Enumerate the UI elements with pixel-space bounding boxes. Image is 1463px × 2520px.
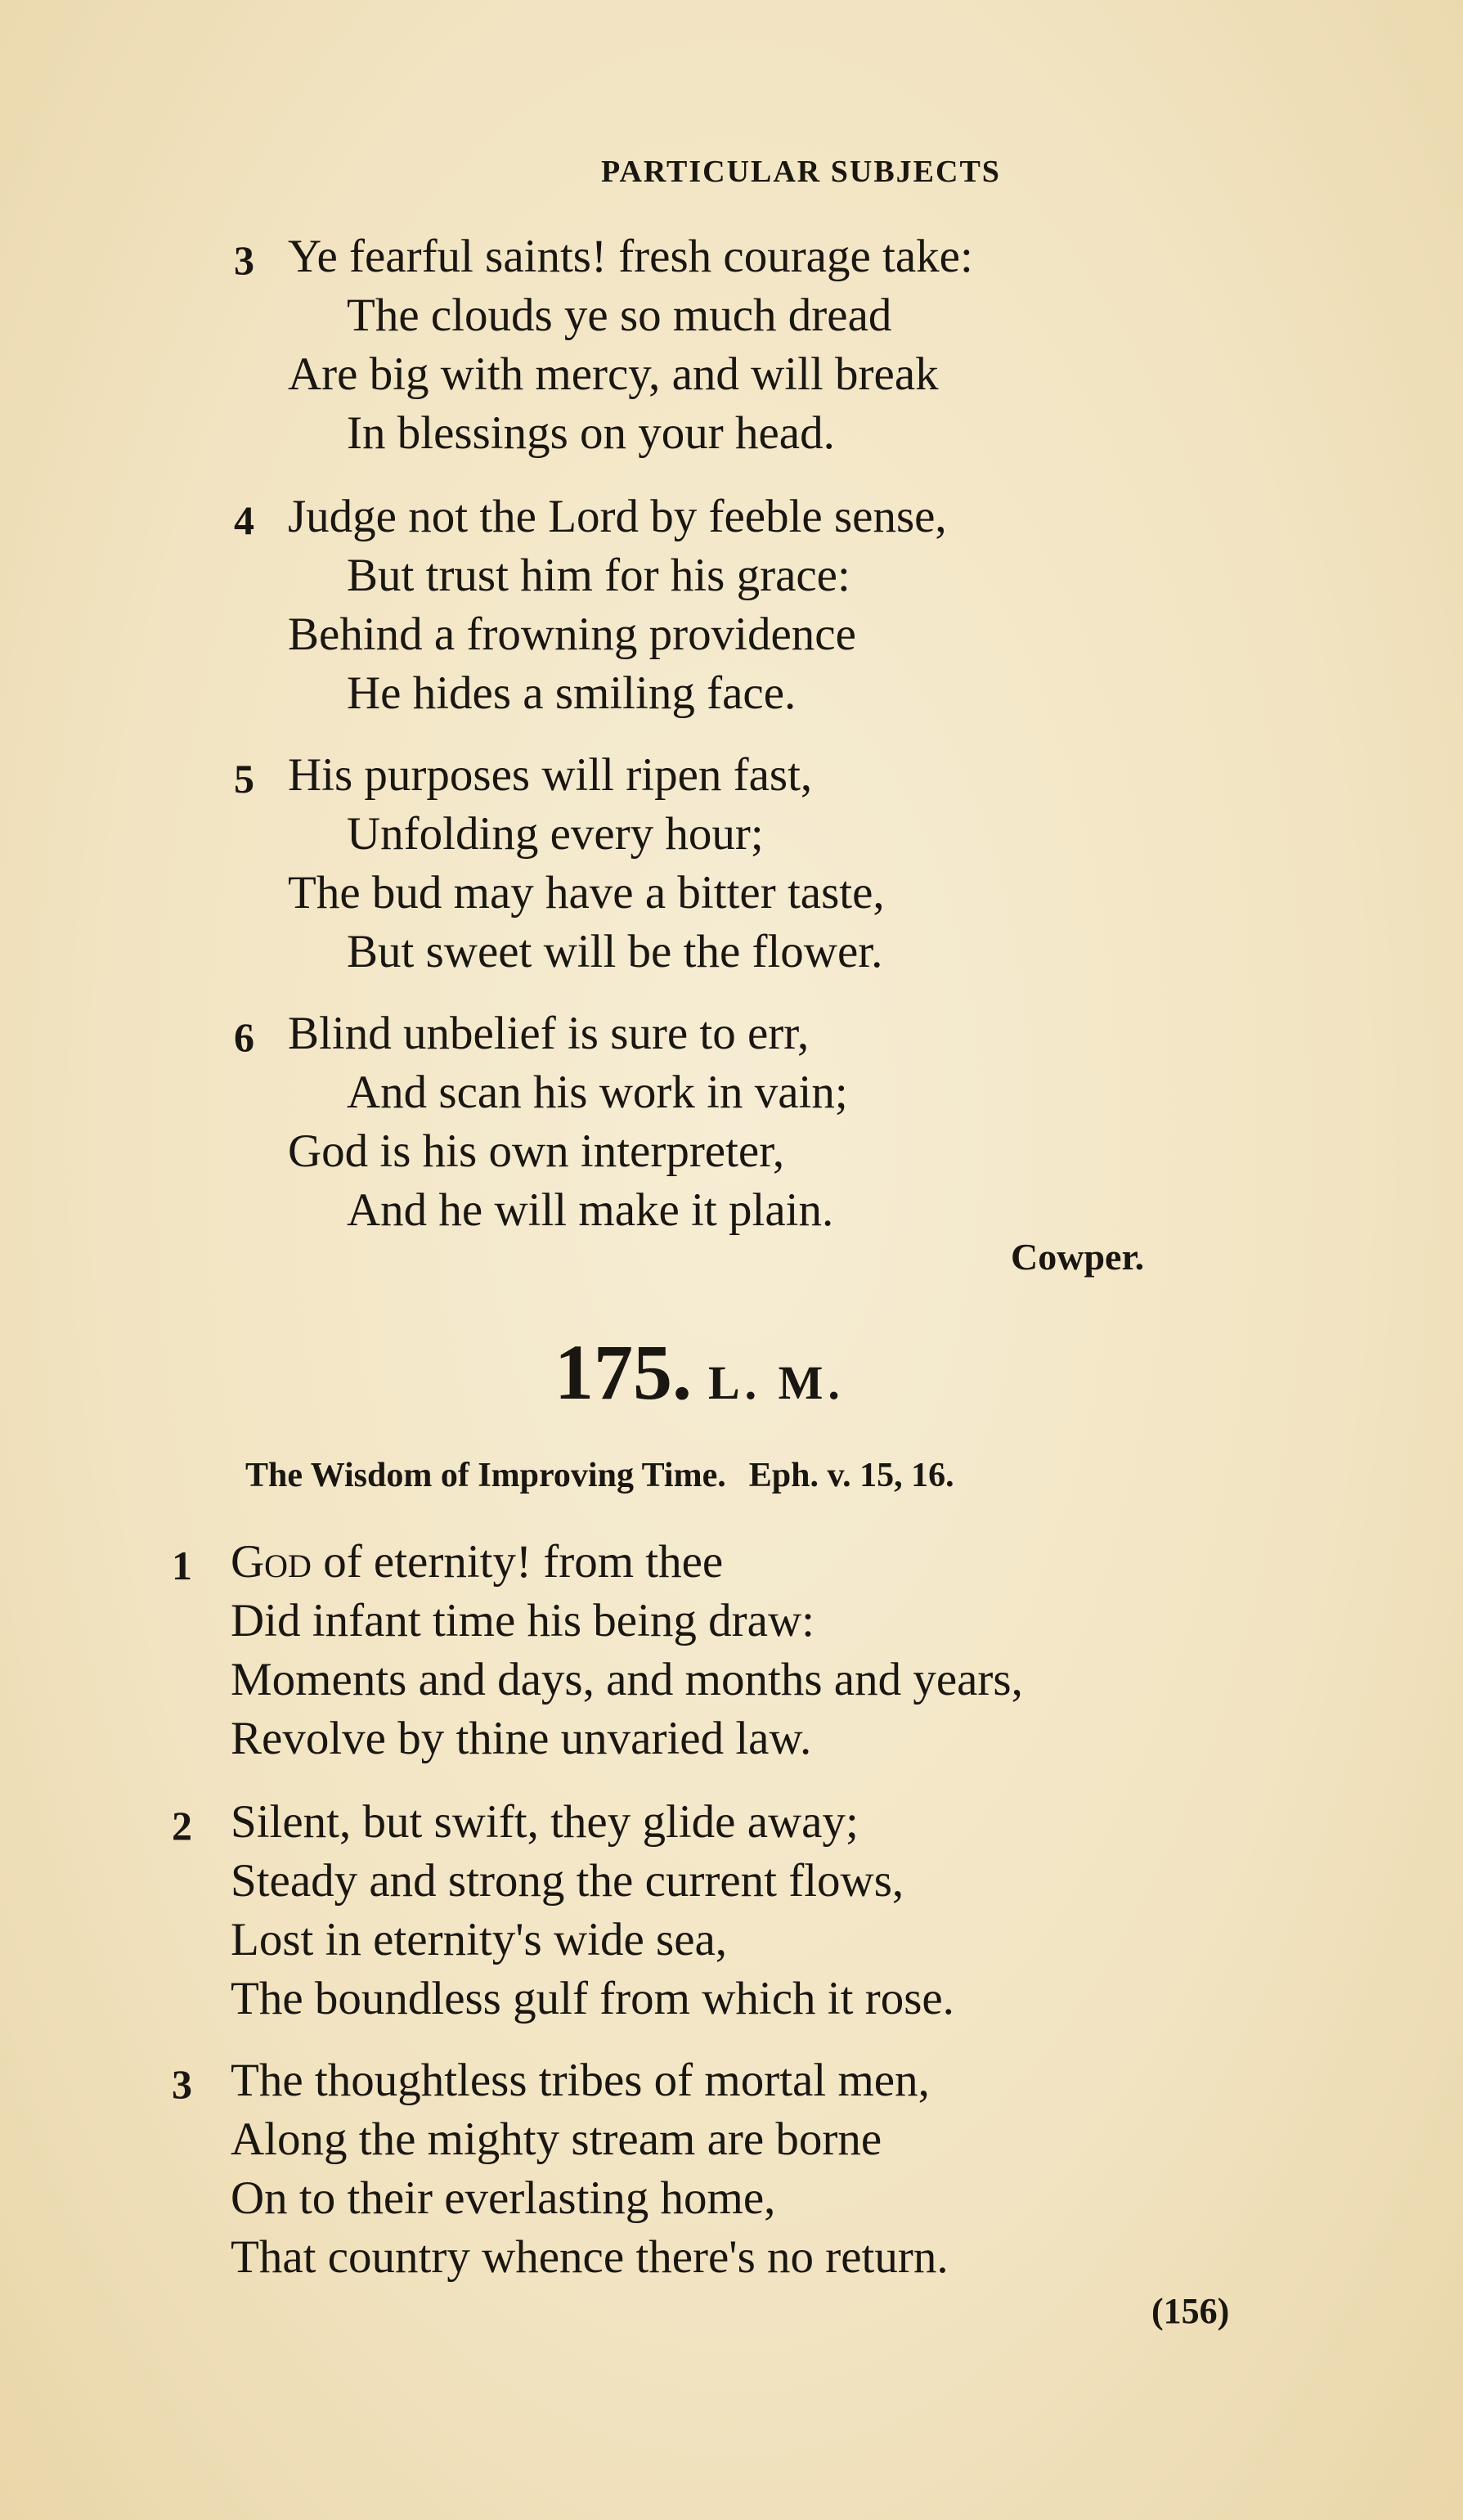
hymn-number: 175. (554, 1328, 692, 1416)
verse-line: Blind unbelief is sure to err, (288, 1008, 810, 1059)
verse-line: His purposes will ripen fast, (288, 749, 813, 801)
verse-line: Did infant time his being draw: (231, 1595, 815, 1646)
verse-line: Revolve by thine unvaried law. (231, 1713, 812, 1764)
verse-line-rest: of eternity! from thee (311, 1536, 724, 1588)
stanza-number: 3 (234, 237, 254, 283)
stanza-number: 3 (172, 2061, 192, 2107)
stanza-number: 1 (172, 1543, 192, 1588)
verse-line: Ye fearful saints! fresh courage take: (288, 231, 973, 282)
verse-line: Behind a frowning providence (288, 609, 856, 660)
stanza-174-5 (234, 746, 885, 981)
stanza-175-1 (172, 1533, 1023, 1768)
verse-line: Lost in eternity's wide sea, (231, 1914, 728, 1965)
hymn-meter: L. M. (708, 1356, 845, 1409)
stanza-175-2 (172, 1793, 954, 2028)
stanza-174-3 (234, 227, 973, 463)
stanza-174-6 (234, 1004, 848, 1240)
verse-line: Are big with mercy, and will break (288, 348, 939, 400)
running-head: PARTICULAR SUBJECTS (601, 155, 1001, 189)
author-attribution: Cowper. (1011, 1236, 1145, 1278)
verse-line: Judge not the Lord by feeble sense, (288, 491, 947, 542)
verse-line: And scan his work in vain; (347, 1067, 848, 1118)
verse-line: He hides a smiling face. (347, 667, 797, 719)
hymn-title (245, 1456, 954, 1495)
verse-line: Steady and strong the current flows, (231, 1855, 904, 1907)
stanza-number: 4 (234, 497, 254, 543)
verse-line: The clouds ye so much dread (347, 290, 892, 341)
stanza-number: 6 (234, 1014, 254, 1060)
stanza-number: 5 (234, 756, 254, 802)
hymn-title-text: The Wisdom of Improving Time. (245, 1457, 726, 1494)
verse-line (231, 1533, 1023, 1592)
verse-line: The thoughtless tribes of mortal men, (231, 2055, 930, 2106)
verse-line: And he will make it plain. (347, 1184, 834, 1236)
verse-line: The boundless gulf from which it rose. (231, 1973, 954, 2024)
page-number: (156) (1151, 2291, 1230, 2331)
stanza-174-4 (234, 487, 947, 723)
hymn-heading (554, 1327, 845, 1417)
verse-line: On to their everlasting home, (231, 2172, 776, 2224)
verse-line: Silent, but swift, they glide away; (231, 1796, 859, 1848)
verse-line: But sweet will be the flower. (347, 926, 883, 977)
verse-line: Moments and days, and months and years, (231, 1654, 1023, 1705)
stanza-175-3 (172, 2051, 949, 2287)
scripture-reference: Eph. v. 15, 16. (748, 1457, 954, 1494)
verse-line: But trust him for his grace: (347, 550, 850, 601)
verse-line: God is his own interpreter, (288, 1125, 785, 1177)
verse-line: The bud may have a bitter taste, (288, 867, 885, 919)
stanza-number: 2 (172, 1803, 192, 1848)
verse-line: That country whence there's no return. (231, 2231, 949, 2283)
verse-line: In blessings on your head. (347, 407, 835, 459)
verse-first-word: God (231, 1536, 312, 1588)
verse-line: Unfolding every hour; (347, 808, 764, 860)
verse-line: Along the mighty stream are borne (231, 2113, 882, 2165)
